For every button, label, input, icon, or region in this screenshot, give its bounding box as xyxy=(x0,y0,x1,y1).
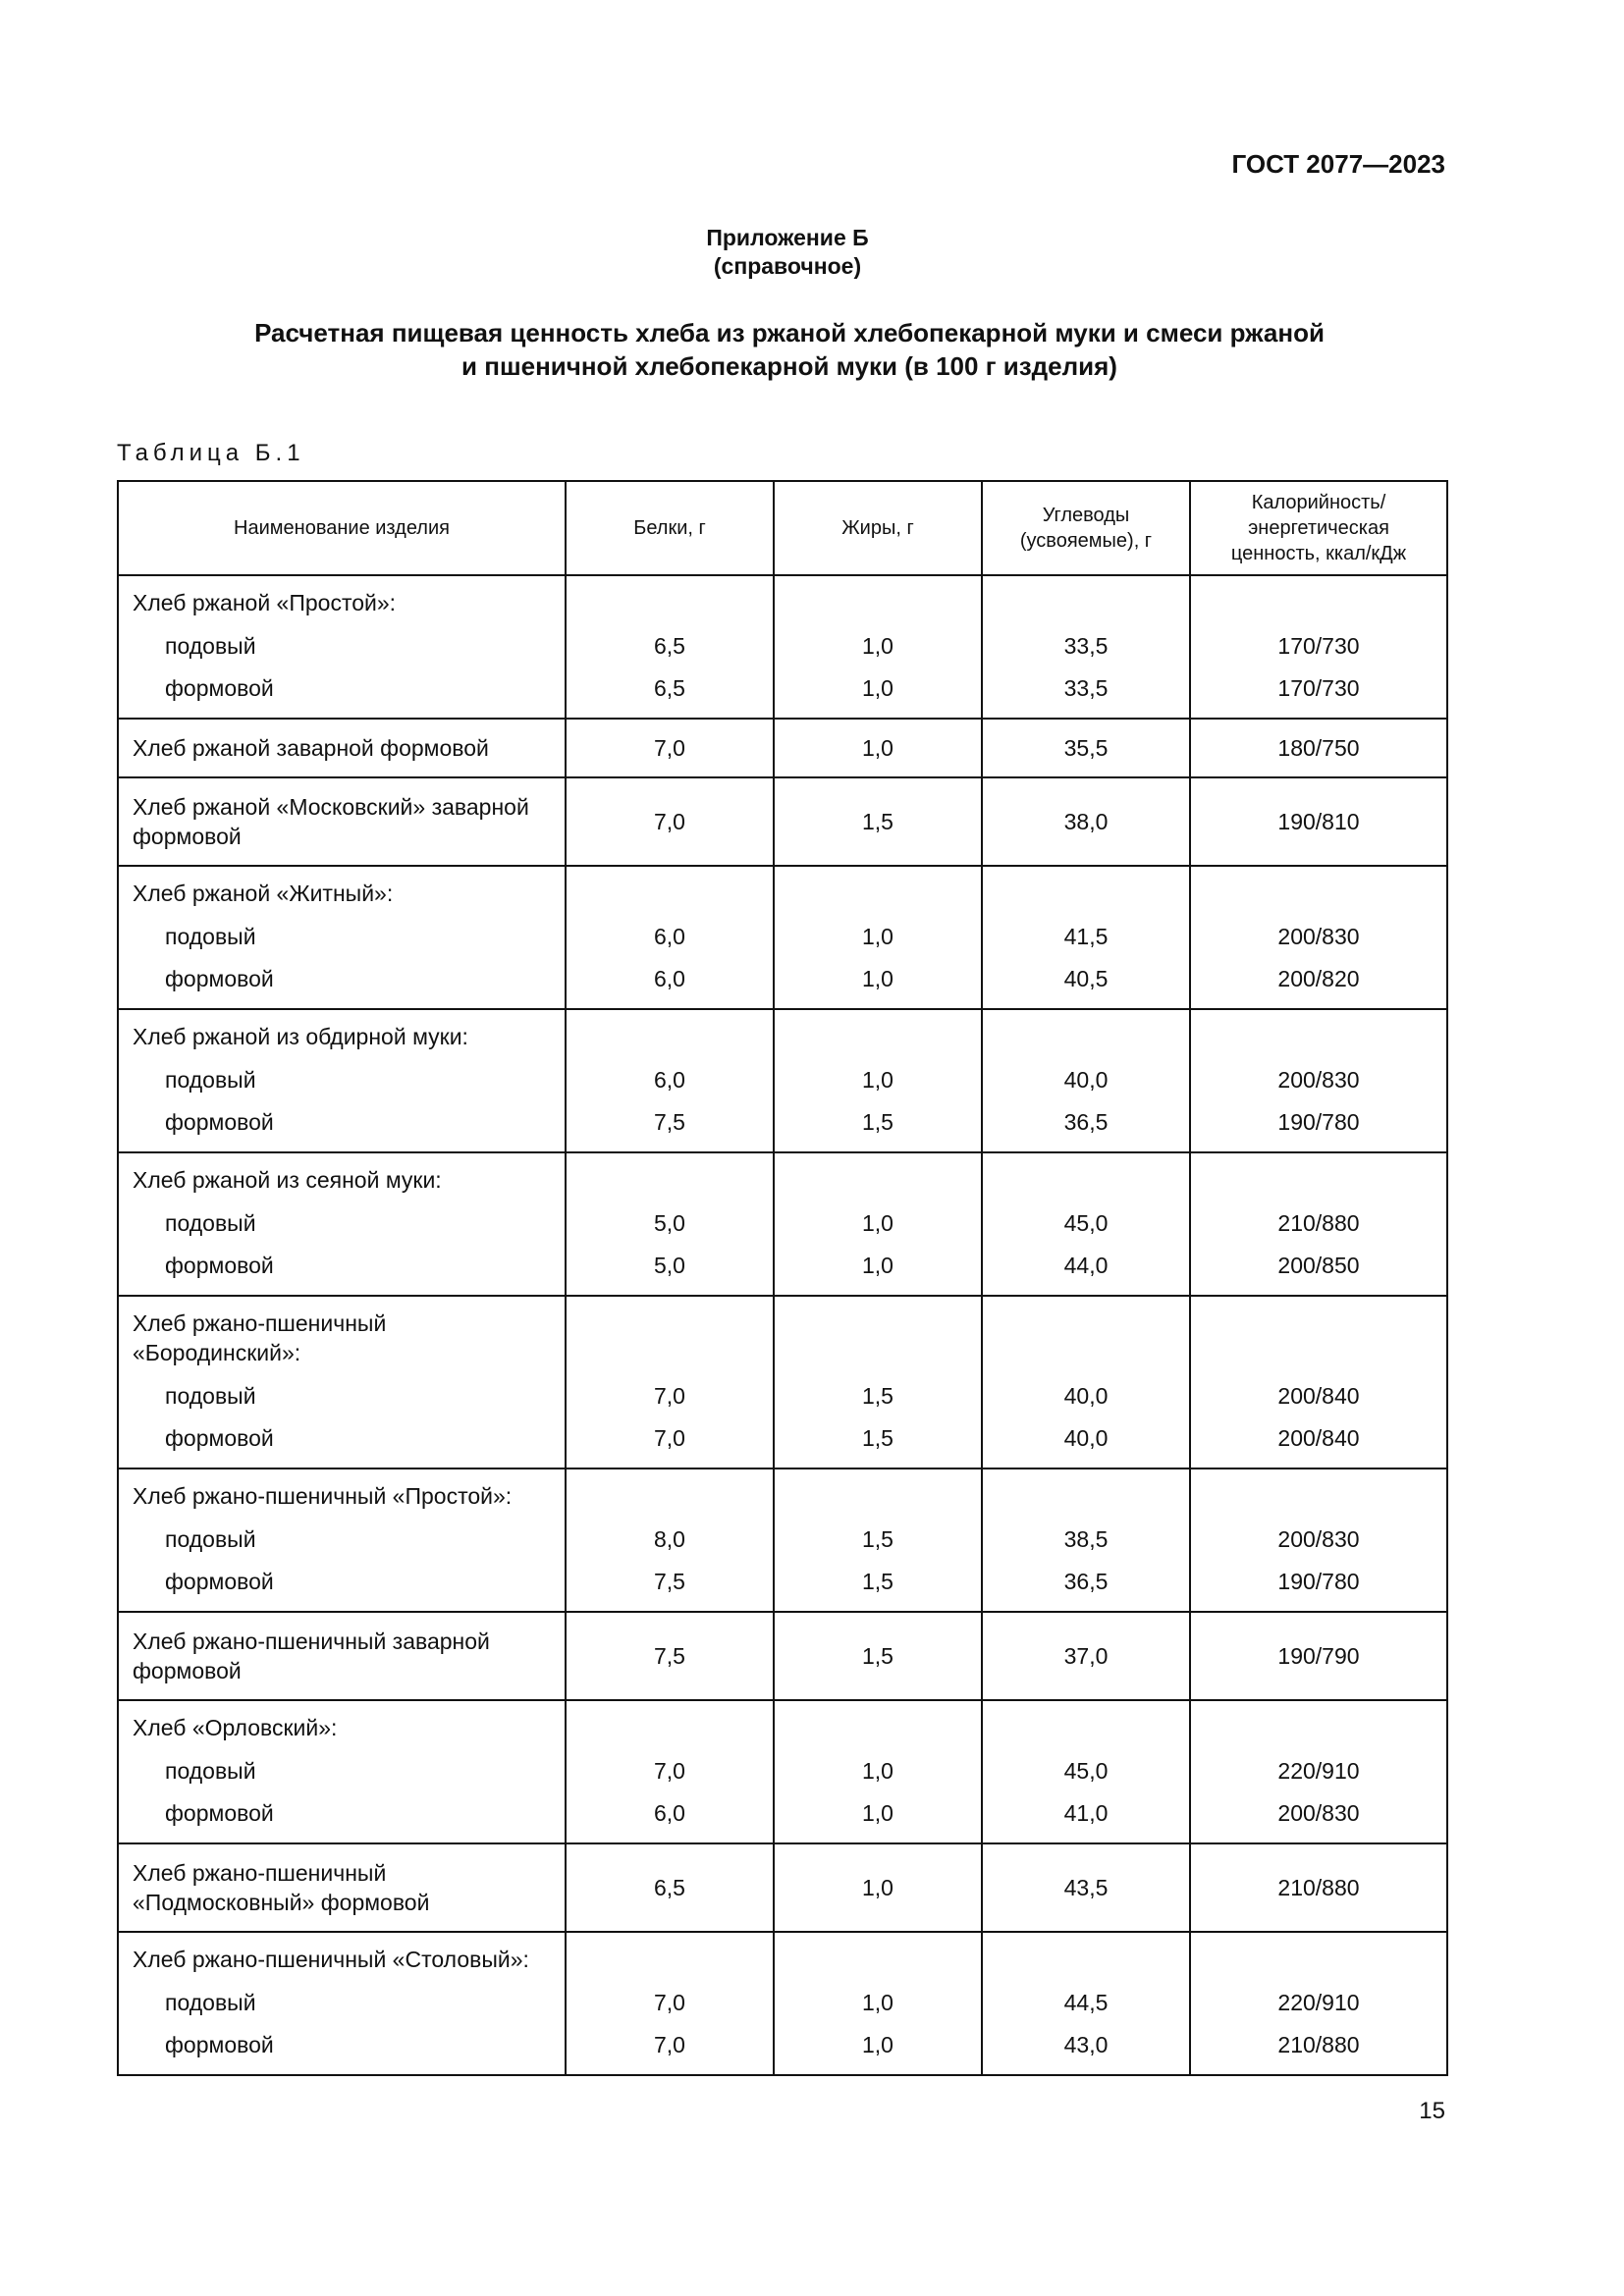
carbohydrates-value: 45,0 xyxy=(1063,1758,1109,1784)
energy-cell xyxy=(1190,1612,1447,1700)
product-name-cell xyxy=(118,777,566,866)
product-name-cell xyxy=(118,575,566,719)
carbohydrates-cell xyxy=(982,866,1190,1009)
carbohydrates-value: 36,5 xyxy=(1063,1109,1109,1135)
fat-cell xyxy=(774,777,982,866)
standard-code: ГОСТ 2077—2023 xyxy=(1231,149,1445,179)
fat-value: 1,5 xyxy=(862,1526,893,1552)
header-fat: Жиры, г xyxy=(774,481,982,575)
energy-value: 210/880 xyxy=(1277,2032,1360,2057)
fat-value: 1,0 xyxy=(862,2032,893,2057)
product-name: Хлеб ржаной заварной формовой xyxy=(133,735,489,761)
fat-value: 1,0 xyxy=(862,1210,893,1236)
protein-cell xyxy=(566,1612,774,1700)
document-title xyxy=(0,316,1579,383)
product-name: Хлеб ржано-пшеничный «Подмосковный» формовой xyxy=(133,1860,430,1915)
table-row xyxy=(118,1612,1447,1700)
carbohydrates-value: 37,0 xyxy=(1063,1642,1109,1669)
table-row xyxy=(118,866,1447,1009)
carbohydrates-value: 41,0 xyxy=(1063,1800,1109,1826)
energy-value: 170/730 xyxy=(1277,633,1360,659)
protein-value: 8,0 xyxy=(654,1526,685,1552)
carbohydrates-value: 38,0 xyxy=(1063,808,1109,834)
energy-cell xyxy=(1190,1843,1447,1932)
energy-value: 190/780 xyxy=(1277,1569,1360,1594)
energy-value: 220/910 xyxy=(1277,1990,1360,2015)
fat-value: 1,0 xyxy=(862,633,893,659)
energy-cell xyxy=(1190,1296,1447,1468)
nutrition-table xyxy=(117,480,1448,2076)
fat-cell xyxy=(774,1152,982,1296)
protein-value: 7,0 xyxy=(654,2032,685,2057)
carbohydrates-value: 43,0 xyxy=(1063,2032,1109,2057)
product-variant-name: подовый xyxy=(165,1067,256,1093)
product-name-cell xyxy=(118,1152,566,1296)
protein-value: 7,0 xyxy=(654,1425,685,1451)
energy-value: 190/780 xyxy=(1277,1109,1360,1135)
appendix-label: Приложение Б xyxy=(706,225,869,250)
energy-value: 200/830 xyxy=(1277,924,1360,949)
protein-cell xyxy=(566,1296,774,1468)
table-row xyxy=(118,1009,1447,1152)
header-energy-line-3: ценность, ккал/кДж xyxy=(1230,543,1407,564)
product-group-title: Хлеб ржано-пшеничный «Бородинский»: xyxy=(133,1310,387,1365)
protein-value: 7,5 xyxy=(654,1642,685,1669)
product-name-cell xyxy=(118,866,566,1009)
product-name-cell xyxy=(118,1009,566,1152)
product-variant-name: формовой xyxy=(165,1425,274,1451)
protein-value: 5,0 xyxy=(654,1210,685,1236)
energy-value: 200/820 xyxy=(1277,966,1360,991)
product-name-cell xyxy=(118,1932,566,2075)
energy-value: 170/730 xyxy=(1277,675,1360,701)
product-group-title: Хлеб ржаной «Простой»: xyxy=(133,590,397,615)
protein-value: 6,0 xyxy=(654,1800,685,1826)
product-name: Хлеб ржаной «Московский» заварной формовой xyxy=(133,794,529,849)
energy-cell xyxy=(1190,866,1447,1009)
energy-cell xyxy=(1190,1468,1447,1612)
header-carbohydrates-line-2: (усвояемые), г xyxy=(1019,530,1153,552)
product-variant-name: формовой xyxy=(165,1253,274,1278)
energy-value: 210/880 xyxy=(1277,1874,1360,1900)
carbohydrates-value: 41,5 xyxy=(1063,924,1109,949)
carbohydrates-value: 33,5 xyxy=(1063,675,1109,701)
header-carbohydrates xyxy=(982,481,1190,575)
protein-cell xyxy=(566,1009,774,1152)
table-row xyxy=(118,575,1447,719)
fat-value: 1,0 xyxy=(862,734,893,761)
header-energy-line-1: Калорийность/ xyxy=(1251,492,1386,513)
product-variant-name: формовой xyxy=(165,1569,274,1594)
fat-value: 1,0 xyxy=(862,924,893,949)
product-group-title: Хлеб ржаной из обдирной муки: xyxy=(133,1024,468,1049)
product-variant-name: формовой xyxy=(165,1800,274,1826)
carbohydrates-value: 36,5 xyxy=(1063,1569,1109,1594)
carbohydrates-value: 45,0 xyxy=(1063,1210,1109,1236)
product-variant-name: формовой xyxy=(165,966,274,991)
carbohydrates-cell xyxy=(982,777,1190,866)
table-row xyxy=(118,719,1447,777)
fat-value: 1,5 xyxy=(862,1383,893,1409)
product-group-title: Хлеб ржаной «Житный»: xyxy=(133,881,394,906)
protein-value: 5,0 xyxy=(654,1253,685,1278)
fat-cell xyxy=(774,866,982,1009)
protein-cell xyxy=(566,1932,774,2075)
carbohydrates-cell xyxy=(982,719,1190,777)
carbohydrates-cell xyxy=(982,1700,1190,1843)
protein-value: 7,0 xyxy=(654,1990,685,2015)
document-title-line-1: Расчетная пищевая ценность хлеба из ржаной хлебопекарной муки и смеси ржаной xyxy=(254,318,1325,347)
energy-value: 200/840 xyxy=(1277,1425,1360,1451)
fat-value: 1,5 xyxy=(862,1109,893,1135)
fat-value: 1,0 xyxy=(862,966,893,991)
protein-value: 6,5 xyxy=(654,1874,685,1900)
product-name-cell xyxy=(118,1468,566,1612)
product-name-cell xyxy=(118,1296,566,1468)
product-group-title: Хлеб ржано-пшеничный «Столовый»: xyxy=(133,1947,529,1972)
protein-value: 7,5 xyxy=(654,1569,685,1594)
protein-cell xyxy=(566,1843,774,1932)
protein-value: 6,0 xyxy=(654,966,685,991)
carbohydrates-cell xyxy=(982,1932,1190,2075)
carbohydrates-value: 40,0 xyxy=(1063,1067,1109,1093)
energy-value: 190/790 xyxy=(1277,1642,1360,1669)
fat-value: 1,0 xyxy=(862,675,893,701)
product-variant-name: подовый xyxy=(165,924,256,949)
header-product-name: Наименование изделия xyxy=(118,481,566,575)
protein-value: 7,0 xyxy=(654,1383,685,1409)
table-row xyxy=(118,1296,1447,1468)
carbohydrates-cell xyxy=(982,1296,1190,1468)
energy-value: 200/850 xyxy=(1277,1253,1360,1278)
energy-value: 200/830 xyxy=(1277,1800,1360,1826)
protein-cell xyxy=(566,575,774,719)
product-name-cell xyxy=(118,1700,566,1843)
protein-cell xyxy=(566,866,774,1009)
product-name: Хлеб ржано-пшеничный заварной формовой xyxy=(133,1629,490,1683)
product-group-title: Хлеб «Орловский»: xyxy=(133,1715,338,1740)
fat-cell xyxy=(774,1612,982,1700)
fat-cell xyxy=(774,1700,982,1843)
product-variant-name: формовой xyxy=(165,675,274,701)
product-variant-name: подовый xyxy=(165,1383,256,1409)
table-body xyxy=(118,575,1447,2075)
energy-cell xyxy=(1190,1700,1447,1843)
product-variant-name: подовый xyxy=(165,1990,256,2015)
carbohydrates-value: 40,5 xyxy=(1063,966,1109,991)
product-variant-name: подовый xyxy=(165,1758,256,1784)
product-variant-name: формовой xyxy=(165,2032,274,2057)
energy-cell xyxy=(1190,1932,1447,2075)
table-caption: Таблица Б.1 xyxy=(117,440,305,466)
protein-cell xyxy=(566,719,774,777)
energy-value: 200/830 xyxy=(1277,1067,1360,1093)
energy-value: 190/810 xyxy=(1277,808,1360,834)
energy-value: 210/880 xyxy=(1277,1210,1360,1236)
fat-cell xyxy=(774,1468,982,1612)
table-row xyxy=(118,1700,1447,1843)
protein-value: 7,5 xyxy=(654,1109,685,1135)
energy-value: 220/910 xyxy=(1277,1758,1360,1784)
carbohydrates-value: 44,0 xyxy=(1063,1253,1109,1278)
fat-cell xyxy=(774,1009,982,1152)
carbohydrates-cell xyxy=(982,1009,1190,1152)
protein-cell xyxy=(566,1152,774,1296)
fat-value: 1,0 xyxy=(862,1874,893,1900)
table-row xyxy=(118,1152,1447,1296)
table-row xyxy=(118,1843,1447,1932)
carbohydrates-value: 40,0 xyxy=(1063,1383,1109,1409)
carbohydrates-value: 40,0 xyxy=(1063,1425,1109,1451)
fat-value: 1,0 xyxy=(862,1253,893,1278)
fat-cell xyxy=(774,575,982,719)
protein-cell xyxy=(566,1700,774,1843)
energy-cell xyxy=(1190,777,1447,866)
protein-value: 6,5 xyxy=(654,633,685,659)
energy-value: 200/840 xyxy=(1277,1383,1360,1409)
header-energy xyxy=(1190,481,1447,575)
fat-cell xyxy=(774,1843,982,1932)
fat-cell xyxy=(774,1932,982,2075)
carbohydrates-value: 43,5 xyxy=(1063,1874,1109,1900)
product-name-cell xyxy=(118,1612,566,1700)
protein-value: 6,0 xyxy=(654,1067,685,1093)
protein-value: 7,0 xyxy=(654,1758,685,1784)
fat-value: 1,0 xyxy=(862,1800,893,1826)
fat-value: 1,5 xyxy=(862,1569,893,1594)
carbohydrates-cell xyxy=(982,1612,1190,1700)
product-variant-name: подовый xyxy=(165,1526,256,1552)
carbohydrates-value: 33,5 xyxy=(1063,633,1109,659)
product-group-title: Хлеб ржано-пшеничный «Простой»: xyxy=(133,1483,513,1509)
fat-cell xyxy=(774,1296,982,1468)
protein-cell xyxy=(566,777,774,866)
energy-cell xyxy=(1190,1152,1447,1296)
fat-value: 1,5 xyxy=(862,1425,893,1451)
document-title-line-2: и пшеничной хлебопекарной муки (в 100 г изделия) xyxy=(461,351,1117,381)
carbohydrates-cell xyxy=(982,1843,1190,1932)
carbohydrates-value: 35,5 xyxy=(1063,734,1109,761)
product-name-cell xyxy=(118,1843,566,1932)
appendix-heading xyxy=(0,224,1575,281)
table-header-row xyxy=(118,481,1447,575)
appendix-type: (справочное) xyxy=(713,253,862,279)
carbohydrates-value: 38,5 xyxy=(1063,1526,1109,1552)
fat-value: 1,5 xyxy=(862,1642,893,1669)
header-carbohydrates-line-1: Углеводы xyxy=(1042,505,1130,526)
product-name-cell xyxy=(118,719,566,777)
energy-value: 200/830 xyxy=(1277,1526,1360,1552)
product-variant-name: формовой xyxy=(165,1109,274,1135)
energy-cell xyxy=(1190,1009,1447,1152)
page-number: 15 xyxy=(1419,2098,1445,2124)
header-energy-line-2: энергетическая xyxy=(1248,517,1389,539)
carbohydrates-value: 44,5 xyxy=(1063,1990,1109,2015)
fat-cell xyxy=(774,719,982,777)
energy-cell xyxy=(1190,719,1447,777)
product-group-title: Хлеб ржаной из сеяной муки: xyxy=(133,1167,442,1193)
carbohydrates-cell xyxy=(982,575,1190,719)
energy-cell xyxy=(1190,575,1447,719)
protein-value: 7,0 xyxy=(654,808,685,834)
fat-value: 1,5 xyxy=(862,808,893,834)
product-variant-name: подовый xyxy=(165,1210,256,1236)
fat-value: 1,0 xyxy=(862,1067,893,1093)
carbohydrates-cell xyxy=(982,1468,1190,1612)
protein-cell xyxy=(566,1468,774,1612)
table-row xyxy=(118,1468,1447,1612)
energy-value: 180/750 xyxy=(1277,734,1360,761)
product-variant-name: подовый xyxy=(165,633,256,659)
carbohydrates-cell xyxy=(982,1152,1190,1296)
table-row xyxy=(118,1932,1447,2075)
protein-value: 6,0 xyxy=(654,924,685,949)
protein-value: 7,0 xyxy=(654,734,685,761)
protein-value: 6,5 xyxy=(654,675,685,701)
fat-value: 1,0 xyxy=(862,1758,893,1784)
table-row xyxy=(118,777,1447,866)
header-protein: Белки, г xyxy=(566,481,774,575)
fat-value: 1,0 xyxy=(862,1990,893,2015)
